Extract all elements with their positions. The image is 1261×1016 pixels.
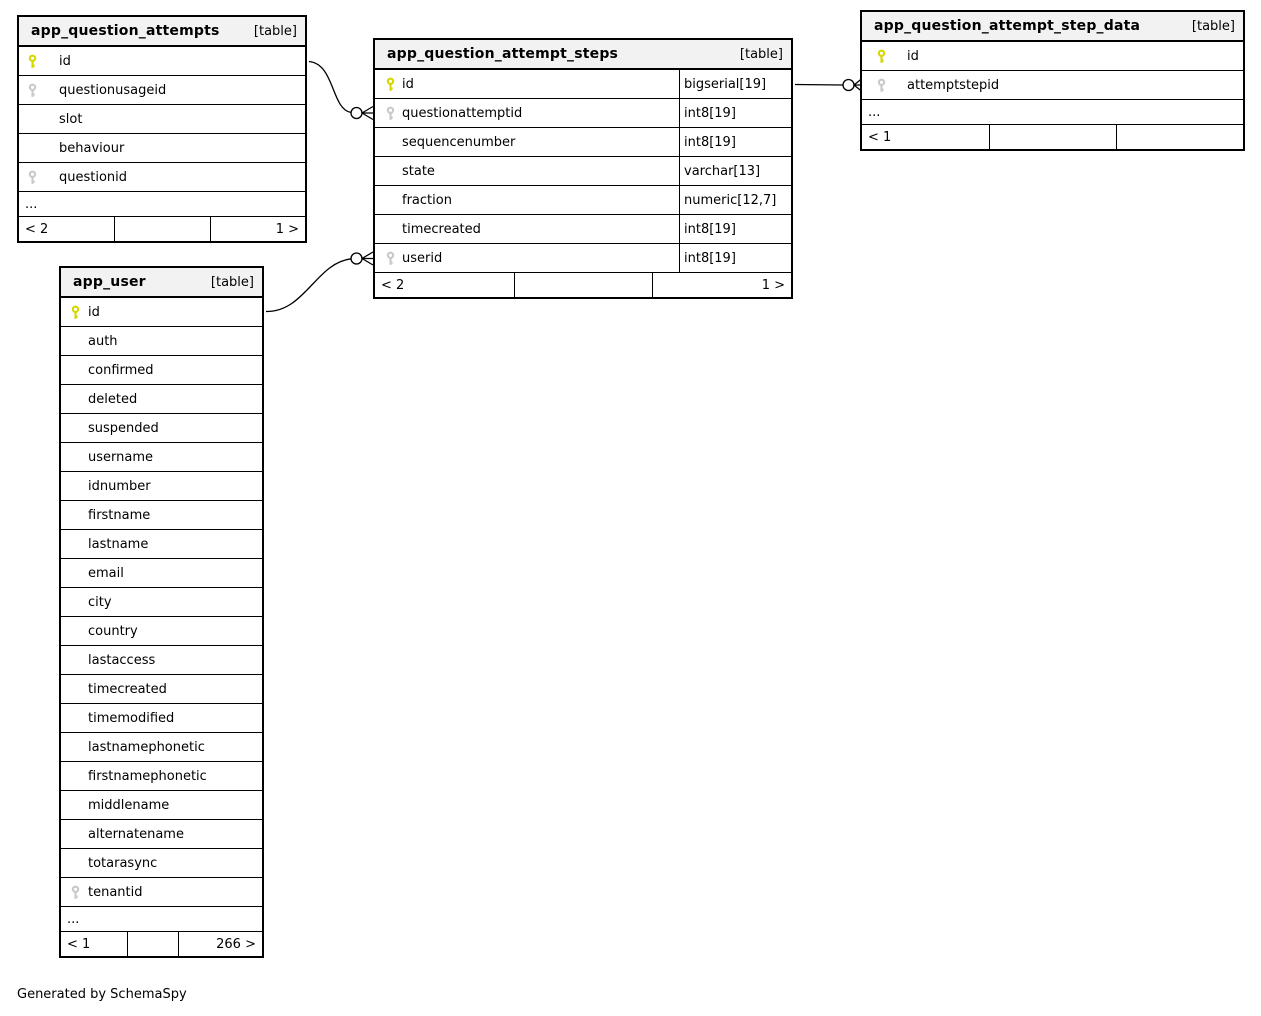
column-row: [61, 791, 262, 820]
column-row: [19, 76, 305, 105]
column-name: middlename: [88, 797, 170, 813]
column-name: id: [88, 304, 100, 320]
table-type-badge: [table]: [210, 274, 254, 290]
column-name: lastaccess: [88, 652, 156, 668]
column-row: [19, 105, 305, 134]
table-type-badge: [table]: [1191, 18, 1235, 34]
column-name: timecreated: [402, 221, 481, 237]
column-row: [61, 588, 262, 617]
column-name: id: [907, 48, 919, 64]
column-row: [61, 762, 262, 791]
generated-by-note: Generated by SchemaSpy: [17, 987, 187, 1002]
foreign-key-icon: [876, 78, 887, 93]
primary-key-icon: [876, 49, 887, 64]
footer-middle-cell: [127, 932, 177, 956]
column-name: firstname: [88, 507, 151, 523]
column-row: [862, 42, 1243, 71]
primary-key-icon: [385, 77, 396, 92]
column-name: lastname: [88, 536, 149, 552]
column-row: [375, 128, 791, 157]
primary-key-icon: [70, 305, 81, 320]
column-row: [19, 47, 305, 76]
footer-middle-cell: [514, 273, 653, 297]
column-row: [19, 163, 305, 192]
footer-middle-cell: [989, 125, 1116, 149]
primary-key-icon: [27, 54, 38, 69]
column-name: questionusageid: [59, 82, 167, 98]
column-name: fraction: [402, 192, 452, 208]
column-name: deleted: [88, 391, 138, 407]
table-footer: [61, 932, 262, 956]
column-row: [61, 646, 262, 675]
table-header[interactable]: [862, 12, 1243, 42]
column-name: userid: [402, 250, 443, 266]
footer-parents-count: 1 >: [210, 217, 305, 241]
table-title: app_question_attempt_step_data: [874, 18, 1141, 34]
table-title: app_question_attempt_steps: [387, 46, 619, 62]
column-row: [61, 443, 262, 472]
column-name: totarasync: [88, 855, 158, 871]
table-app-question-attempts[interactable]: [17, 15, 307, 243]
footer-children-count: < 2: [25, 221, 49, 237]
column-row: [61, 327, 262, 356]
column-type: int8[19]: [679, 215, 791, 243]
column-row: [61, 617, 262, 646]
column-row: [61, 501, 262, 530]
column-row: [19, 134, 305, 163]
column-name: confirmed: [88, 362, 154, 378]
table-header[interactable]: [19, 17, 305, 47]
column-row: [61, 530, 262, 559]
footer-children-count: < 1: [67, 936, 91, 952]
column-type: numeric[12,7]: [679, 186, 791, 214]
column-name: auth: [88, 333, 118, 349]
footer-parents-count: 1 >: [652, 273, 791, 297]
foreign-key-icon: [27, 170, 38, 185]
table-type-badge: [table]: [739, 46, 783, 62]
column-row: [61, 414, 262, 443]
column-row: [375, 215, 791, 244]
column-row: [61, 385, 262, 414]
footer-middle-cell: [114, 217, 209, 241]
table-footer: [19, 217, 305, 241]
column-row: [61, 878, 262, 907]
column-row: [375, 157, 791, 186]
foreign-key-icon: [385, 106, 396, 121]
footer-children-count: < 2: [381, 277, 405, 293]
columns-ellipsis: ...: [61, 907, 262, 932]
column-name: sequencenumber: [402, 134, 516, 150]
column-row: [61, 820, 262, 849]
table-title: app_user: [73, 274, 146, 290]
foreign-key-icon: [27, 83, 38, 98]
column-type: bigserial[19]: [679, 70, 791, 98]
column-type: int8[19]: [679, 244, 791, 272]
relationship-line-user-to-steps: [266, 252, 373, 312]
column-name: slot: [59, 111, 83, 127]
column-row: [862, 71, 1243, 100]
column-row: [375, 70, 791, 99]
column-type: varchar[13]: [679, 157, 791, 185]
table-footer: [862, 125, 1243, 149]
column-name: id: [59, 53, 71, 69]
column-name: tenantid: [88, 884, 143, 900]
column-row: [61, 559, 262, 588]
column-name: idnumber: [88, 478, 151, 494]
column-name: questionattemptid: [402, 105, 523, 121]
column-name: id: [402, 76, 414, 92]
column-name: attemptstepid: [907, 77, 1000, 93]
column-row: [61, 675, 262, 704]
footer-parents-count: [1116, 125, 1243, 149]
column-name: state: [402, 163, 435, 179]
column-type: int8[19]: [679, 128, 791, 156]
table-header[interactable]: [375, 40, 791, 70]
column-row: [375, 186, 791, 215]
foreign-key-icon: [70, 885, 81, 900]
footer-children-count: < 1: [868, 129, 892, 145]
column-row: [61, 849, 262, 878]
column-row: [61, 356, 262, 385]
table-type-badge: [table]: [253, 23, 297, 39]
relationship-line-steps-to-stepdata: [795, 79, 862, 92]
column-row: [375, 99, 791, 128]
column-name: behaviour: [59, 140, 125, 156]
table-app-question-attempt-step-data[interactable]: [860, 10, 1245, 151]
column-name: email: [88, 565, 124, 581]
column-row: [61, 704, 262, 733]
column-row: [61, 298, 262, 327]
column-name: questionid: [59, 169, 128, 185]
table-header[interactable]: [61, 268, 262, 298]
relationship-line-attempts-to-steps: [309, 62, 373, 120]
columns-ellipsis: ...: [862, 100, 1243, 125]
column-name: city: [88, 594, 112, 610]
column-row: [61, 472, 262, 501]
column-name: alternatename: [88, 826, 184, 842]
table-app-user[interactable]: [59, 266, 264, 958]
column-row: [61, 733, 262, 762]
column-name: timemodified: [88, 710, 175, 726]
column-row: [375, 244, 791, 273]
table-footer: [375, 273, 791, 297]
column-name: firstnamephonetic: [88, 768, 207, 784]
column-name: username: [88, 449, 153, 465]
column-type: int8[19]: [679, 99, 791, 127]
footer-parents-count: 266 >: [178, 932, 262, 956]
foreign-key-icon: [385, 251, 396, 266]
column-name: lastnamephonetic: [88, 739, 205, 755]
table-title: app_question_attempts: [31, 23, 220, 39]
columns-ellipsis: ...: [19, 192, 305, 217]
table-app-question-attempt-steps[interactable]: [373, 38, 793, 299]
column-name: timecreated: [88, 681, 167, 697]
column-name: suspended: [88, 420, 159, 436]
column-name: country: [88, 623, 138, 639]
